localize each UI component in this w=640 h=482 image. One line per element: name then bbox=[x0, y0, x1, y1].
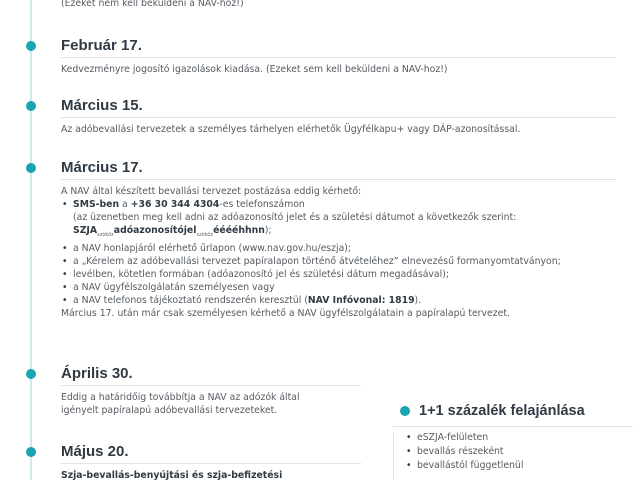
timeline-line bbox=[30, 0, 32, 480]
request-methods-list-rest bbox=[61, 242, 621, 307]
space-marker: szóköz bbox=[196, 231, 214, 238]
entry-text: Az adóbevallási tervezetek a személyes tárhelyen elérhetők Ügyfélkapu+ vagy DÁP-azonosítással. bbox=[61, 124, 521, 135]
top-note: (Ezeket nem kell beküldeni a NAV-hoz!) bbox=[61, 0, 244, 9]
entry-feb bbox=[61, 37, 621, 76]
sms-rest: -es telefonszámon bbox=[219, 199, 305, 210]
list-item: • a „Kérelem az adóbevallási tervezet papíralapon történő átvételéhez” elnevezésű formanyomtatványon; bbox=[61, 255, 621, 268]
phone-post: ). bbox=[414, 294, 422, 306]
list-item: • a NAV honlapjáról elérhető űrlapon (www.nav.gov.hu/eszja); bbox=[61, 242, 621, 255]
date-heading: Február 17. bbox=[61, 37, 142, 54]
sms-format-part: hhnn bbox=[238, 225, 265, 236]
box-title bbox=[393, 402, 633, 420]
sms-format bbox=[73, 224, 621, 242]
infovonal-number: NAV Infóvonal: 1819 bbox=[307, 294, 415, 306]
entry-mar17 bbox=[61, 159, 621, 320]
timeline-dot-mar17 bbox=[26, 163, 36, 173]
divider bbox=[61, 117, 616, 118]
timeline-dot-mar15 bbox=[26, 101, 36, 111]
entry-text: Eddig a határidőig továbbítja a NAV az adózók által igényelt papíralapú adóbevallási tervezeteket. bbox=[61, 392, 300, 416]
entry-text: Szja-bevallás-benyújtási és szja-befizetési bbox=[61, 470, 283, 481]
sms-format-part: SZJA bbox=[73, 225, 98, 236]
list-item-phone bbox=[61, 294, 621, 307]
entry-mar15 bbox=[61, 97, 621, 136]
phone-pre: a NAV telefonos tájékoztató rendszerén keresztül ( bbox=[73, 294, 308, 306]
box-title-text: 1+1 százalék felajánlása bbox=[419, 403, 585, 419]
sms-note: (az üzenetben meg kell adni az adóazonosító jelet és a születési dátumot a következők szerint: bbox=[73, 212, 517, 223]
list-item: • bevallás részeként bbox=[405, 445, 633, 459]
date-heading: Május 20. bbox=[61, 443, 129, 460]
sms-mid: a bbox=[119, 199, 131, 210]
list-item: • a NAV ügyfélszolgálatán személyesen vagy bbox=[61, 281, 621, 294]
list-item: • eSZJA-felületen bbox=[405, 431, 633, 445]
sms-phone: +36 30 344 4304 bbox=[130, 199, 220, 210]
one-plus-one-box bbox=[393, 402, 633, 473]
entry-text: Kedvezményre jogosító igazolások kiadása. (Ezeket sem kell beküldeni a NAV-hoz!) bbox=[61, 64, 448, 75]
entry-after-note: Március 17. után már csak személyesen kérhető a NAV ügyfélszolgálatain a papíralapú tervezet. bbox=[61, 307, 510, 319]
sms-instructions bbox=[61, 211, 621, 242]
list-item-sms bbox=[61, 198, 621, 211]
list-item: • levélben, kötetlen formában (adóazonosító jel és születési dátum megadásával); bbox=[61, 268, 621, 281]
divider bbox=[61, 463, 361, 464]
entry-apr bbox=[61, 365, 361, 417]
entry-intro: A NAV által készített bevallási tervezet postázása eddig kérhető: bbox=[61, 186, 362, 197]
timeline-dot-apr bbox=[26, 369, 36, 379]
date-heading: Március 17. bbox=[61, 159, 143, 176]
divider bbox=[61, 385, 361, 386]
list-item: • bevallástól függetlenül bbox=[405, 459, 633, 473]
sms-format-part: éééé bbox=[213, 225, 239, 236]
divider bbox=[393, 426, 633, 427]
sms-format-part: adóazonosítójel bbox=[113, 225, 197, 236]
top-entry bbox=[61, 0, 621, 10]
timeline-dot-may bbox=[26, 447, 36, 457]
space-marker: szóköz bbox=[97, 231, 114, 238]
box-list bbox=[393, 431, 633, 473]
date-heading: Március 15. bbox=[61, 97, 143, 114]
divider bbox=[61, 179, 616, 180]
date-heading: Április 30. bbox=[61, 365, 133, 382]
sms-close: ); bbox=[264, 225, 272, 236]
entry-may bbox=[61, 443, 361, 482]
box-dot bbox=[400, 406, 410, 416]
timeline-dot-feb bbox=[26, 41, 36, 51]
request-methods-list bbox=[61, 198, 621, 211]
sms-label: SMS-ben bbox=[73, 199, 120, 210]
divider bbox=[61, 57, 616, 58]
